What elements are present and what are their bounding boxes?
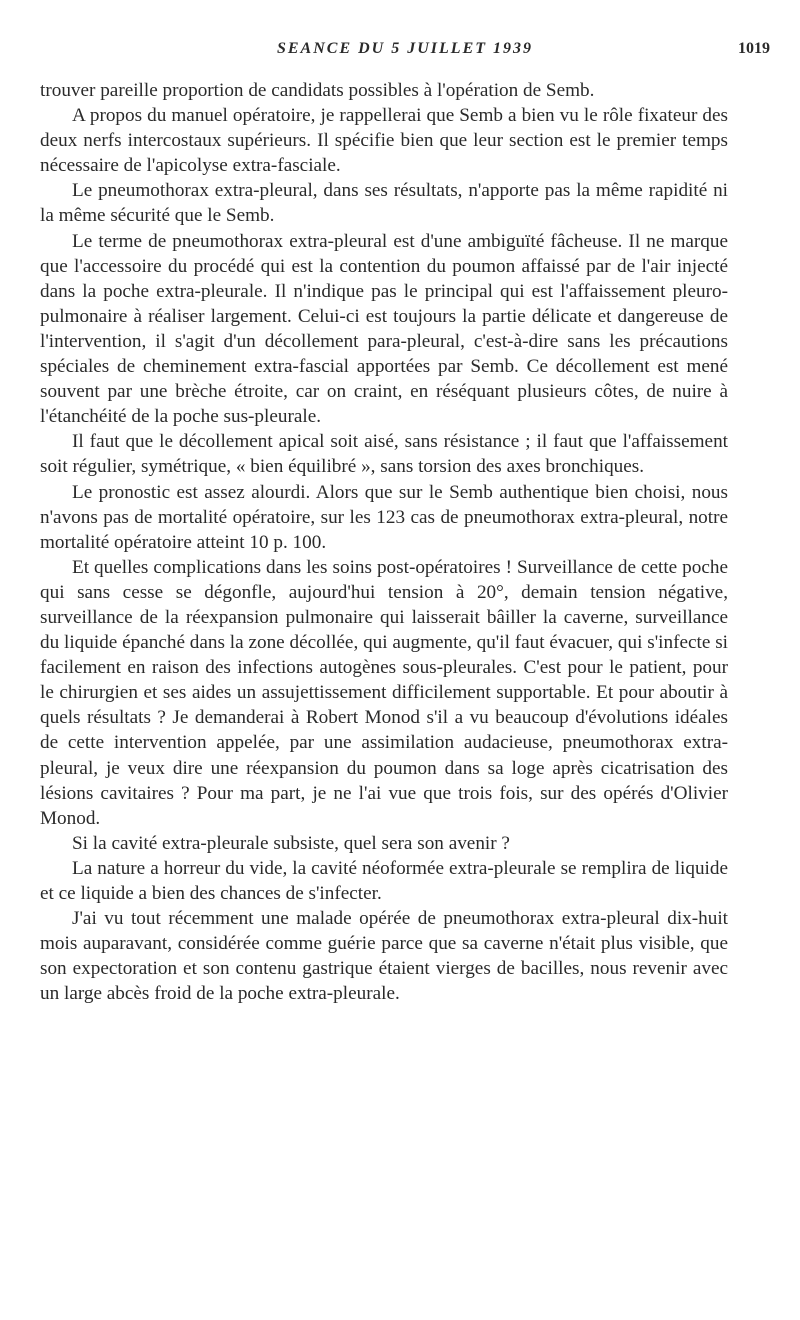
paragraph: Le pronostic est assez alourdi. Alors que sur le Semb authentique bien choisi, nous n'avons pas de mortalité opératoire, sur les 123 cas de pneumothorax extra-pleural, notre mortalité opératoire atteint 10 p. 100. [40,481,728,553]
paragraph-continued: trouver pareille proportion de candidats possibles à l'opération de Semb. [40,80,595,101]
body-text [40,78,728,1006]
paragraph: Si la cavité extra-pleurale subsiste, quel sera son avenir ? [72,832,510,854]
running-head [40,40,770,64]
paragraph: Le pneumothorax extra-pleural, dans ses résultats, n'apporte pas la même rapidité ni la même sécurité que le Semb. [40,180,728,227]
paragraph: Et quelles complications dans les soins post-opératoires ! Surveillance de cette poche qui sans cesse se dégonfle, aujourd'hui tension à 20°, demain tension négative, surveillance de la réexpansion pulmonaire qui laisserait bâiller la caverne, surveillance du liquide épanché dans la zone décollée, qui augmente, qu'il faut évacuer, qui s'infecte si facilement en raison des infections autogènes sous-pleurales. C'est pour le patient, pour le chirurgien et ses aides un assujettissement difficilement supportable. Et pour aboutir à quels résultats ? Je demanderai à Robert Monod s'il a vu beaucoup d'évolutions idéales de cette intervention appelée, par une assimilation audacieuse, pneumothorax extra-pleural, je veux dire une réexpansion du poumon dans sa loge après cicatrisation des lésions cavitaires ? Pour ma part, je ne l'ai vue que trois fois, sur des opérés d'Olivier Monod. [40,556,728,829]
paragraph: Il faut que le décollement apical soit aisé, sans résistance ; il faut que l'affaissement soit régulier, symétrique, « bien équilibré », sans torsion des axes bronchiques. [40,431,728,478]
paragraph: La nature a horreur du vide, la cavité néoformée extra-pleurale se remplira de liquide et ce liquide a bien des chances de s'infecter. [40,857,728,904]
page-number: 1019 [738,40,770,57]
paragraph: J'ai vu tout récemment une malade opérée de pneumothorax extra-pleural dix-huit mois auparavant, considérée comme guérie parce que sa caverne n'était plus visible, que son expectoration et son contenu gastrique étaient vierges de bacilles, nous revenir avec un large abcès froid de la poche extra-pleurale. [40,908,728,1005]
running-title: SEANCE DU 5 JUILLET 1939 [276,40,534,57]
paragraph: Le terme de pneumothorax extra-pleural est d'une ambiguïté fâcheuse. Il ne marque que l'accessoire du procédé qui est la contention du poumon affaissé par de l'air injecté dans la poche extra-pleurale. Il n'indique pas le principal qui est l'affaissement pleuro-pulmonaire à réaliser largement. Celui-ci est toujours la partie délicate et dangereuse de l'intervention, il s'agit d'un décollement para-pleural, c'est-à-dire sans les précautions spéciales de cheminement extra-fascial apportées par Semb. Ce décollement est mené souvent par une brèche étroite, car on craint, en réséquant plusieurs côtes, de nuire à l'étanchéité de la poche sus-pleurale. [40,230,728,428]
paragraph: A propos du manuel opératoire, je rappellerai que Semb a bien vu le rôle fixateur des deux nerfs intercostaux supérieurs. Il spécifie bien que leur section est le premier temps nécessaire de l'apicolyse extra-fasciale. [40,105,728,177]
